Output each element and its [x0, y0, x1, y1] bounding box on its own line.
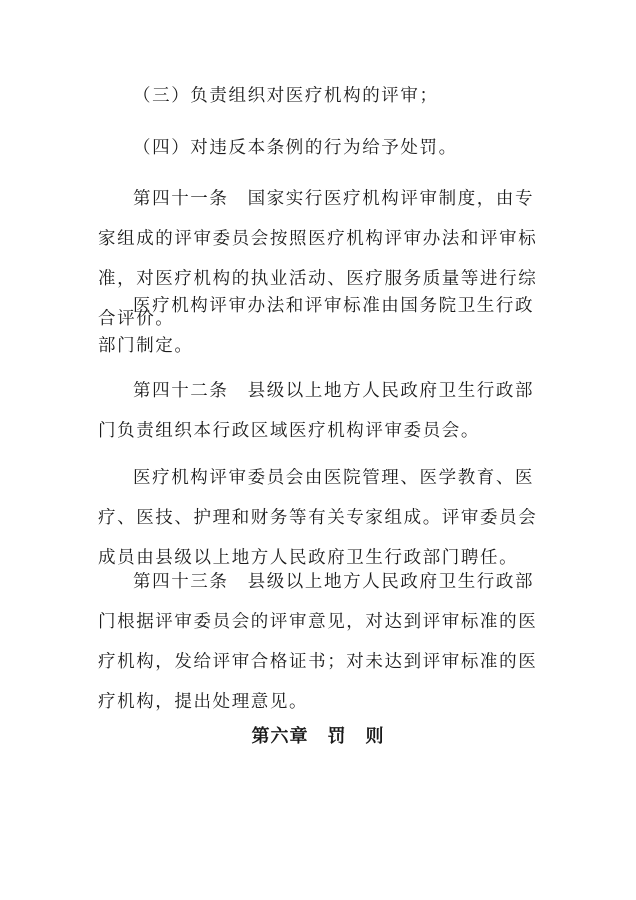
chapter-title: 第六章 罚 则 — [251, 726, 385, 747]
paragraph-article-41: 第四十一条 国家实行医疗机构评审制度，由专家组成的评审委员会按照医疗机构评审办法和评审标准，对医疗机构的执业活动、医疗服务质量等进行综合评价。 — [98, 189, 538, 329]
paragraph-committee-members: 医疗机构评审委员会由医院管理、医学教育、医疗、医技、护理和财务等有关专家组成。评审委员会成员由县级以上地方人民政府卫生行政部门聘任。 — [98, 468, 538, 568]
paragraph-review-standards: 医疗机构评审办法和评审标准由国务院卫生行政部门制定。 — [98, 296, 535, 356]
paragraph-article-43: 第四十三条 县级以上地方人民政府卫生行政部门根据评审委员会的评审意见，对达到评审标准的医疗机构，发给评审合格证书；对未达到评审标准的医疗机构，提出处理意见。 — [98, 572, 538, 712]
paragraph-item-3: （三）负责组织对医疗机构的评审； — [133, 86, 439, 106]
paragraph-article-42: 第四十二条 县级以上地方人民政府卫生行政部门负责组织本行政区域医疗机构评审委员会。 — [98, 381, 535, 441]
paragraph-item-4: （四）对违反本条例的行为给予处罚。 — [133, 138, 458, 158]
